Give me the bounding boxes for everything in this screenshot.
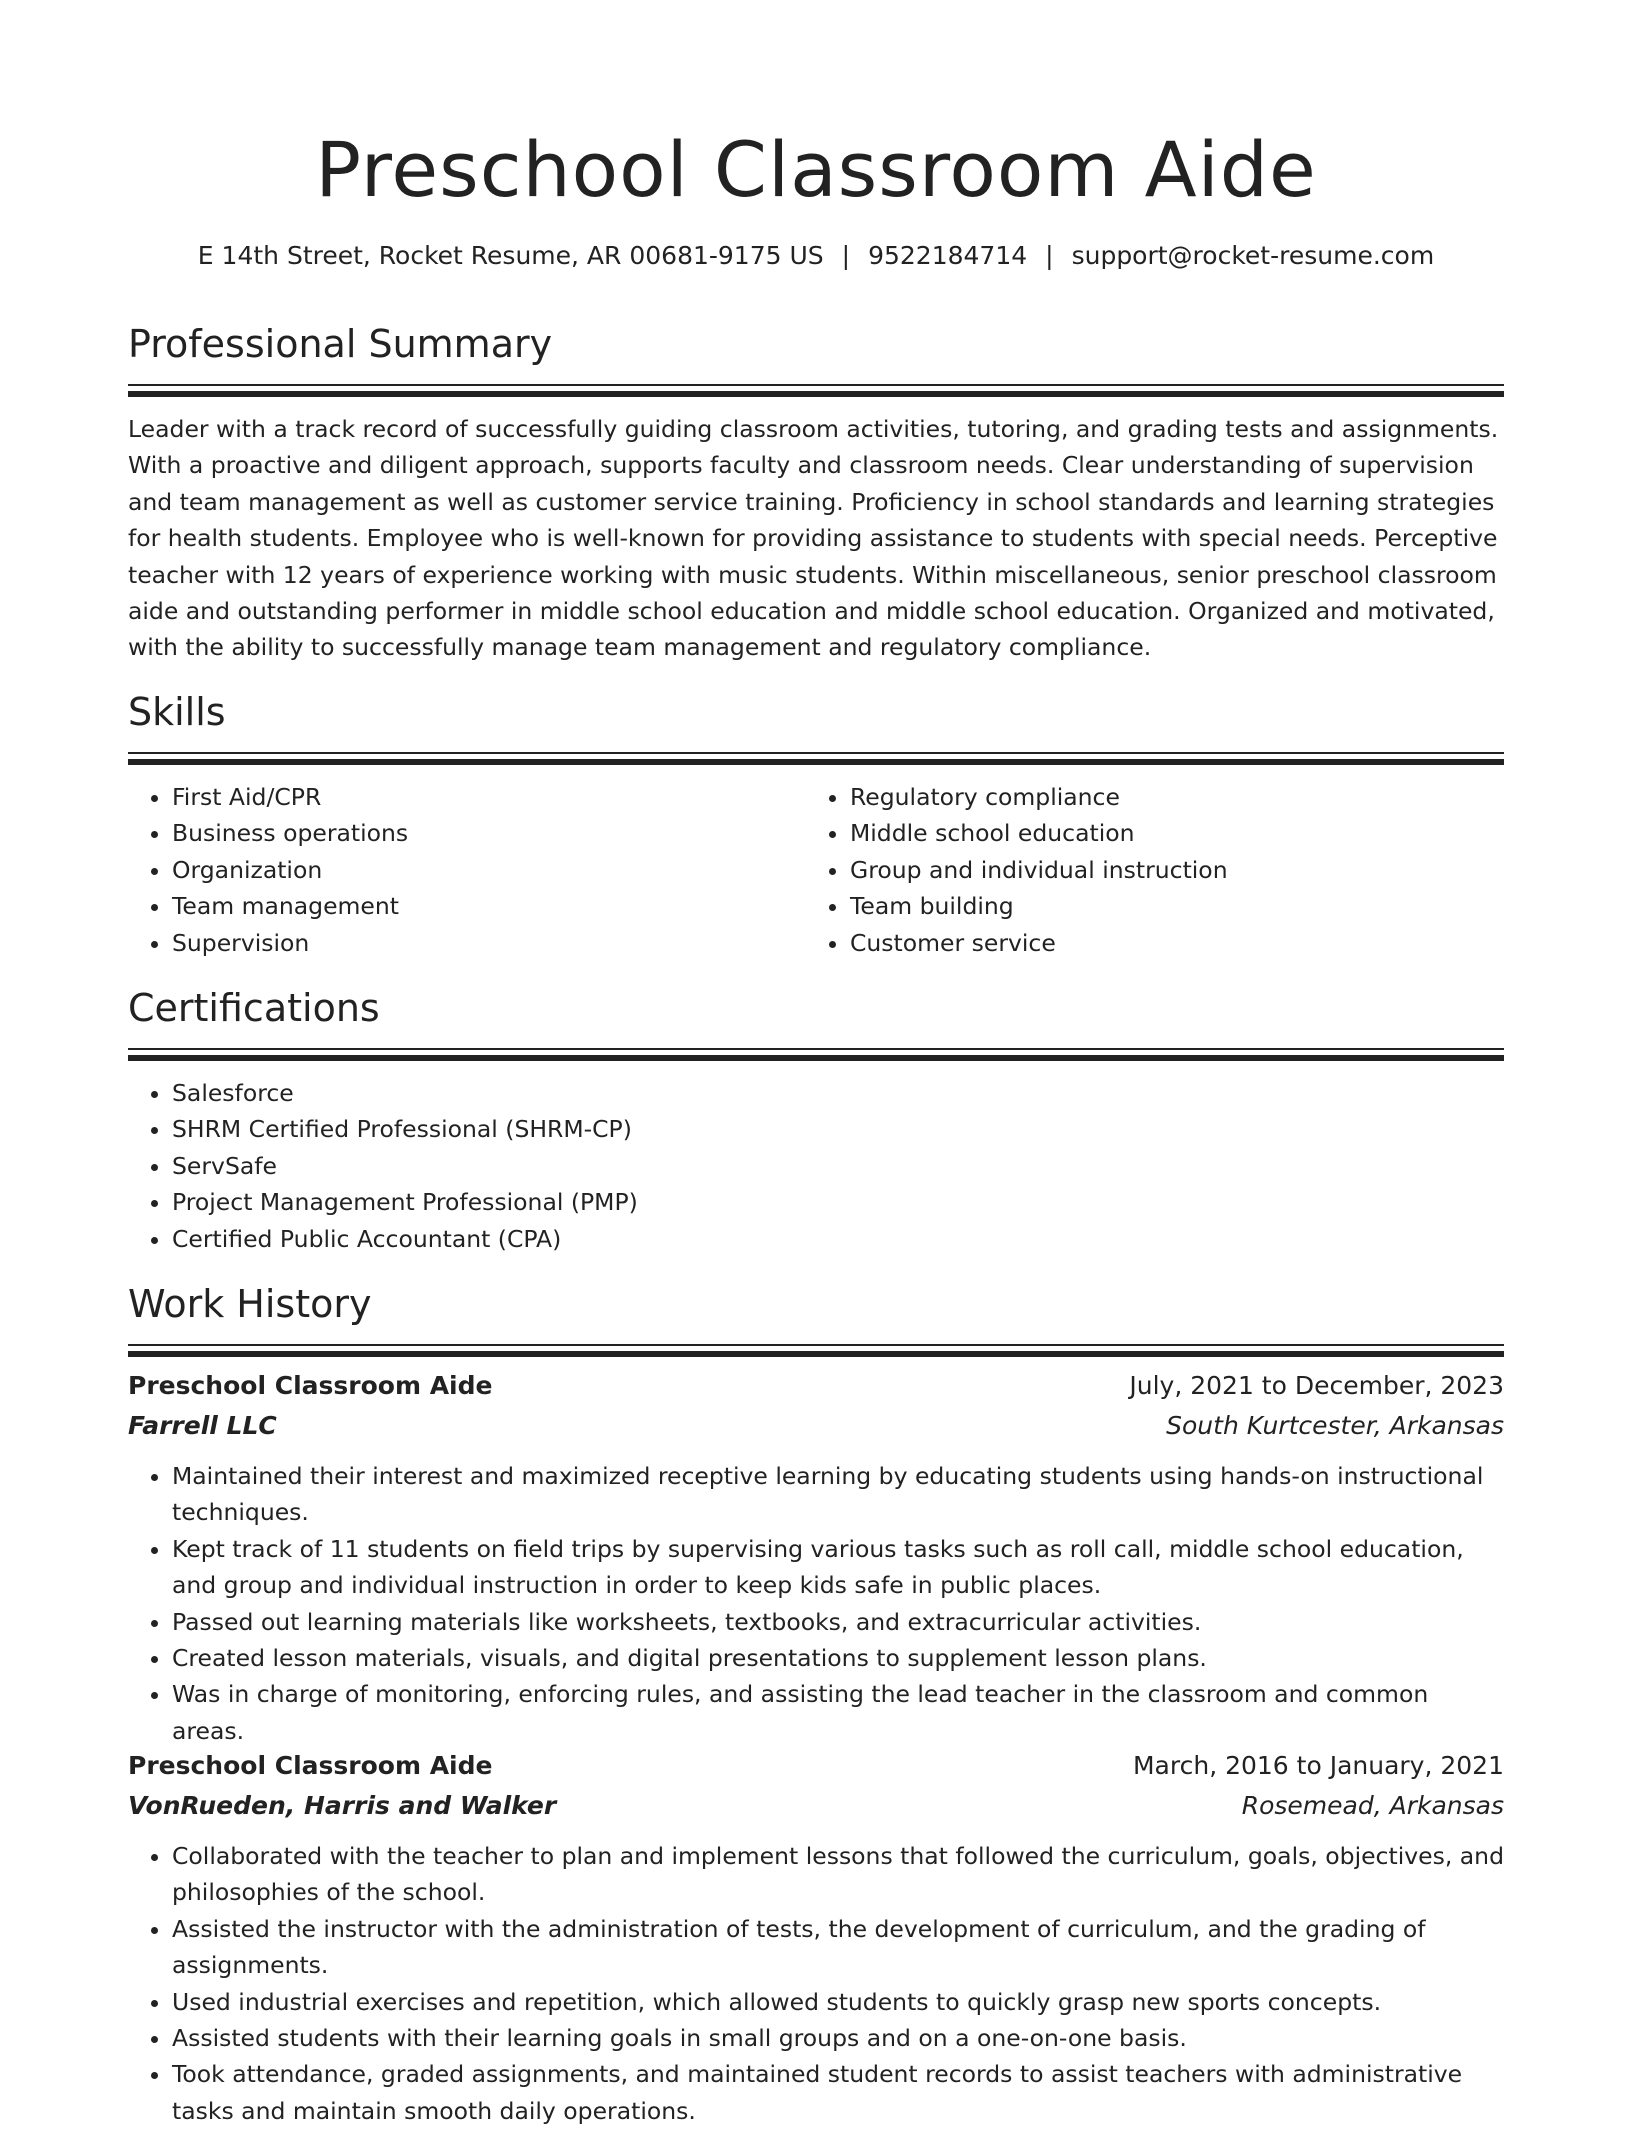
section-divider <box>128 752 1504 754</box>
certifications-list <box>128 1075 1504 1257</box>
job-duty: • Assisted students with their learning goals in small groups and on a one-on-one basis. <box>172 2020 1504 2056</box>
job-company: Farrell LLC <box>128 1411 277 1440</box>
work-history-heading: Work History <box>128 1282 372 1326</box>
job-company-row <box>128 1406 1504 1446</box>
job-title: Preschool Classroom Aide <box>128 1751 493 1780</box>
summary-heading: Professional Summary <box>128 322 553 366</box>
candidate-name: Preschool Classroom Aide <box>315 125 1317 214</box>
job-company-row <box>128 1786 1504 1826</box>
work-history-section <box>128 1278 1504 1357</box>
skill-item: • Customer service <box>850 925 1484 961</box>
job-duty: • Was in charge of monitoring, enforcing rules, and assisting the lead teacher in the classroom and common areas. <box>172 1676 1504 1749</box>
certification-item: • Certified Public Accountant (CPA) <box>172 1221 1504 1257</box>
job-header-row <box>128 1746 1504 1786</box>
certification-item: • Project Management Professional (PMP) <box>172 1184 1504 1220</box>
job-dates: July, 2021 to December, 2023 <box>1129 1371 1504 1400</box>
skill-item: • Team building <box>850 888 1484 924</box>
job-duty: • Used industrial exercises and repetition, which allowed students to quickly grasp new sports concepts. <box>172 1984 1504 2020</box>
summary-section <box>128 318 1504 666</box>
job-entry <box>128 1746 1504 2129</box>
summary-text: Leader with a track record of successfully guiding classroom activities, tutoring, and grading tests and assignments. With a proactive and diligent approach, supports faculty and classroom needs. Clear understanding of supervision and team management as well as customer service training. Proficiency in school standards and learning strategies for health students. Employee who is well-known for providing assistance to students with special needs. Perceptive teacher with 12 years of experience working with music students. Within miscellaneous, senior preschool classroom aide and outstanding performer in middle school education and middle school education. Organized and motivated, with the ability to successfully manage team management and regulatory compliance. <box>128 415 1499 662</box>
contact-phone: 9522184714 <box>868 241 1028 270</box>
skills-list-right <box>806 779 1484 961</box>
skills-column-left <box>128 779 806 961</box>
skills-column-right <box>806 779 1484 961</box>
section-divider <box>128 1344 1504 1346</box>
skill-item: • Business operations <box>172 815 806 851</box>
section-divider <box>128 384 1504 386</box>
skill-item: • First Aid/CPR <box>172 779 806 815</box>
section-divider-thick <box>128 759 1504 765</box>
section-divider-thick <box>128 391 1504 397</box>
certification-item: • ServSafe <box>172 1148 1504 1184</box>
job-location: South Kurtcester, Arkansas <box>1166 1411 1504 1440</box>
job-location: Rosemead, Arkansas <box>1241 1791 1504 1820</box>
certifications-heading: Certifications <box>128 986 380 1030</box>
skill-item: • Supervision <box>172 925 806 961</box>
skills-section <box>128 686 1504 961</box>
job-dates: March, 2016 to January, 2021 <box>1132 1751 1504 1780</box>
skill-item: • Organization <box>172 852 806 888</box>
section-divider-thick <box>128 1351 1504 1357</box>
skill-item: • Team management <box>172 888 806 924</box>
job-company: VonRueden, Harris and Walker <box>128 1791 557 1820</box>
job-duty: • Kept track of 11 students on field trips by supervising various tasks such as roll call, middle school education, and group and individual instruction in order to keep kids safe in public places. <box>172 1531 1504 1604</box>
skills-heading: Skills <box>128 690 226 734</box>
job-duty: • Collaborated with the teacher to plan and implement lessons that followed the curriculum, goals, objectives, and philosophies of the school. <box>172 1838 1504 1911</box>
skill-item: • Middle school education <box>850 815 1484 851</box>
certification-item: • Salesforce <box>172 1075 1504 1111</box>
job-duty: • Passed out learning materials like worksheets, textbooks, and extracurricular activities. <box>172 1604 1504 1640</box>
contact-separator: | <box>841 241 851 270</box>
job-duties-list <box>128 1838 1504 2129</box>
contact-address: E 14th Street, Rocket Resume, AR 00681-9175 US <box>197 241 824 270</box>
job-duties-list <box>128 1458 1504 1749</box>
contact-email: support@rocket-resume.com <box>1071 241 1435 270</box>
job-duty: • Maintained their interest and maximized receptive learning by educating students using hands-on instructional techniques. <box>172 1458 1504 1531</box>
job-title: Preschool Classroom Aide <box>128 1371 493 1400</box>
contact-line <box>128 236 1504 276</box>
skills-list-left <box>128 779 806 961</box>
skill-item: • Group and individual instruction <box>850 852 1484 888</box>
certifications-section <box>128 982 1504 1257</box>
skills-grid <box>128 779 1504 961</box>
section-divider <box>128 1048 1504 1050</box>
job-duty: • Took attendance, graded assignments, and maintained student records to assist teachers with administrative tasks and maintain smooth daily operations. <box>172 2056 1504 2129</box>
skill-item: • Regulatory compliance <box>850 779 1484 815</box>
contact-separator: | <box>1045 241 1054 270</box>
job-header-row <box>128 1366 1504 1406</box>
job-duty: • Assisted the instructor with the administration of tests, the development of curriculum, and the grading of assignments. <box>172 1911 1504 1984</box>
job-entry <box>128 1366 1504 1749</box>
section-divider-thick <box>128 1055 1504 1061</box>
job-duty: • Created lesson materials, visuals, and digital presentations to supplement lesson plans. <box>172 1640 1504 1676</box>
certification-item: • SHRM Certified Professional (SHRM-CP) <box>172 1111 1504 1147</box>
